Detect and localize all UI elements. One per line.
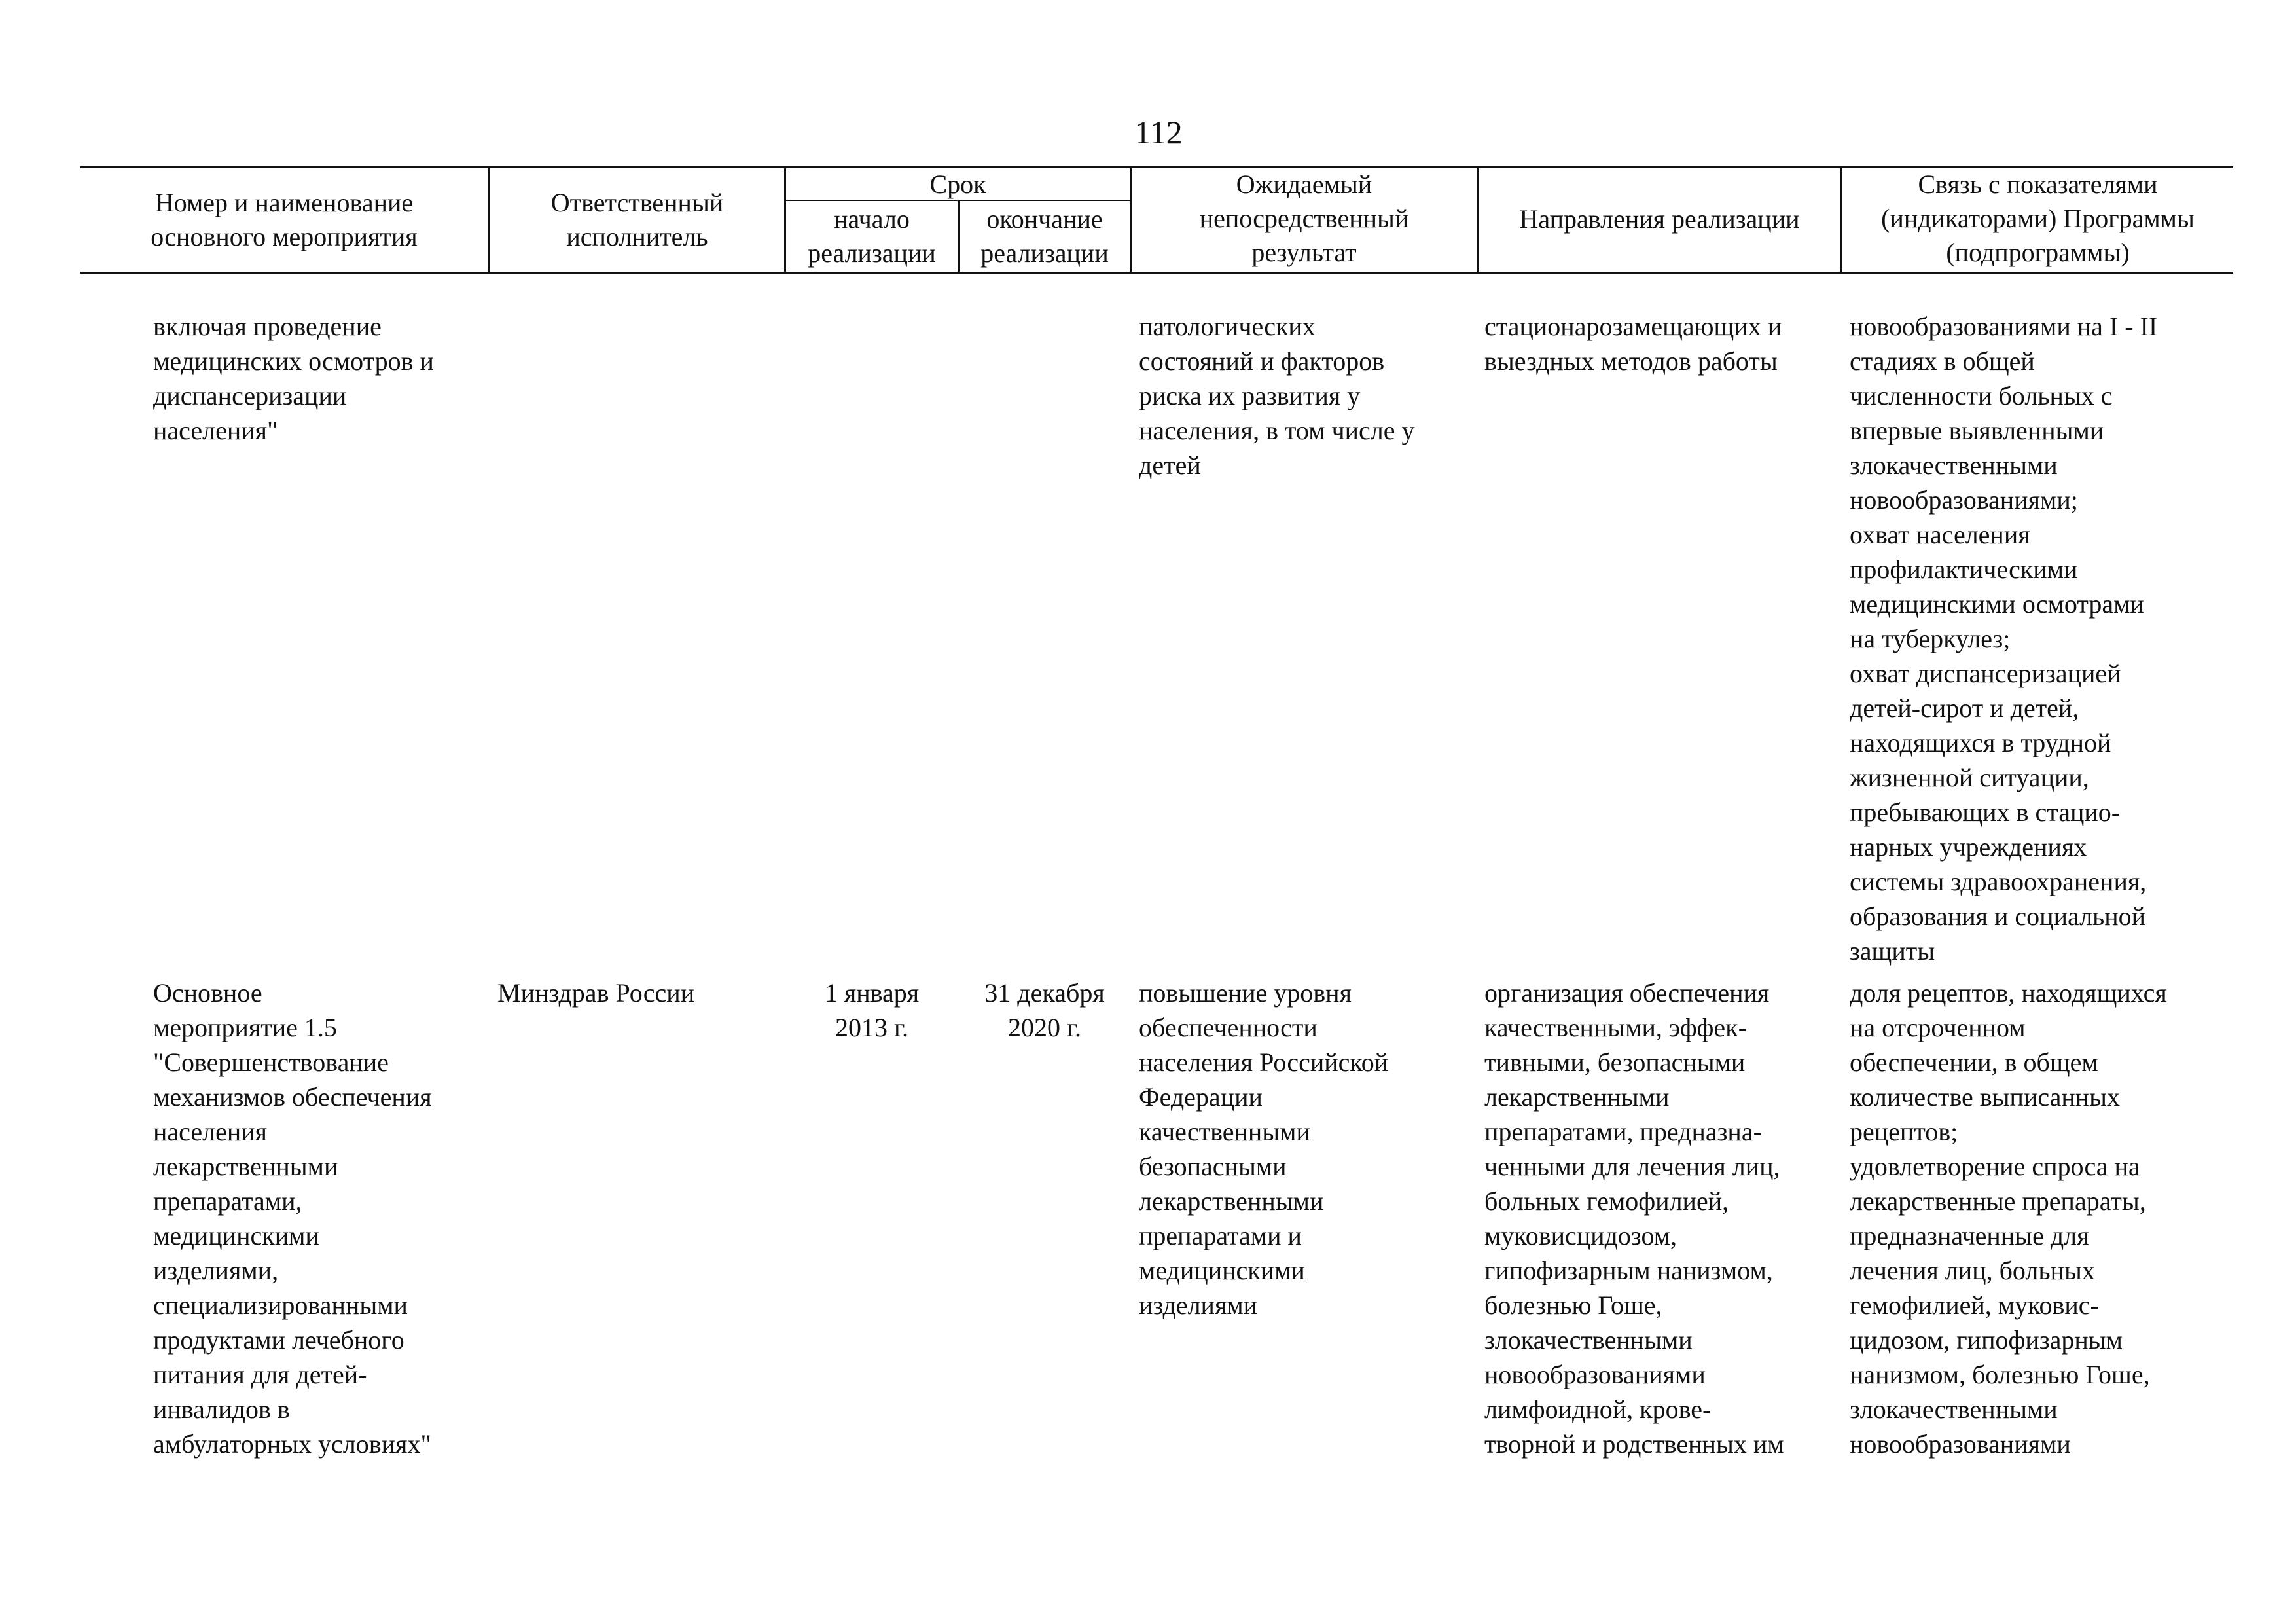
header-start: начало реализации	[808, 204, 936, 268]
page-number: 112	[1134, 114, 1183, 151]
header-term: Срок	[929, 170, 986, 199]
row1-result: патологических состояний и факторов риска их развития у населения, в том числе у детей	[1139, 312, 1415, 480]
row1-indicators: новообразованиями на I - II стадиях в общей численности больных с впервые выявленными злокачественными новообразованиями; охват населения профилактическими медицинскими осмотрами на туберкулез; охват диспансеризацией детей-сирот и детей, находящихся в трудной жизненной ситуации, пребывающих в стацио- нарных учреждениях системы здравоохранения, образования и социальной защиты	[1850, 312, 2158, 966]
row1-measure: включая проведение медицинских осмотров и диспансеризации населения"	[153, 312, 434, 445]
header-indicators: Связь с показателями (индикаторами) Программы (подпрограммы)	[1881, 170, 2195, 267]
row2-start: 1 января 2013 г.	[824, 978, 920, 1042]
header-end: окончание реализации	[980, 204, 1109, 268]
header-directions: Направления реализации	[1519, 204, 1800, 234]
header-measure: Номер и наименование основного мероприятия	[151, 188, 418, 251]
row2-indicators: доля рецептов, находящихся на отсроченном обеспечении, в общем количестве выписанных рецептов; удовлетворение спроса на лекарственные препараты, предназначенные для лечения лиц, больных гемофилией, муковис- цидозом, гипофизарным нанизмом, болезнью Гоше, злокачественными новообразованиями	[1850, 978, 2167, 1459]
row1-directions: стационарозамещающих и выездных методов работы	[1484, 312, 1782, 376]
row2-executor: Минздрав России	[497, 978, 695, 1008]
row2-directions: организация обеспечения качественными, эффек- тивными, безопасными лекарственными препаратами, предназна- ченными для лечения лиц, больных гемофилией, муковисцидозом, гипофизарным нанизмом, болезнью Гоше, злокачественными новообразованиями лимфоидной, крове- творной и родственных им	[1484, 978, 1784, 1459]
header-bottom-rule	[80, 272, 2233, 274]
header-result: Ожидаемый непосредственный результат	[1199, 170, 1409, 267]
row2-result: повышение уровня обеспеченности населения Российской Федерации качественными безопасными лекарственными препаратами и медицинскими изделиями	[1139, 978, 1389, 1320]
header-executor: Ответственный исполнитель	[550, 188, 724, 251]
row2-end: 31 декабря 2020 г.	[984, 978, 1105, 1042]
row2-measure: Основное мероприятие 1.5 "Совершенствование механизмов обеспечения населения лекарственными препаратами, медицинскими изделиями, специализированными продуктами лечебного питания для детей- инвалидов в амбулаторных условиях"	[153, 978, 432, 1459]
